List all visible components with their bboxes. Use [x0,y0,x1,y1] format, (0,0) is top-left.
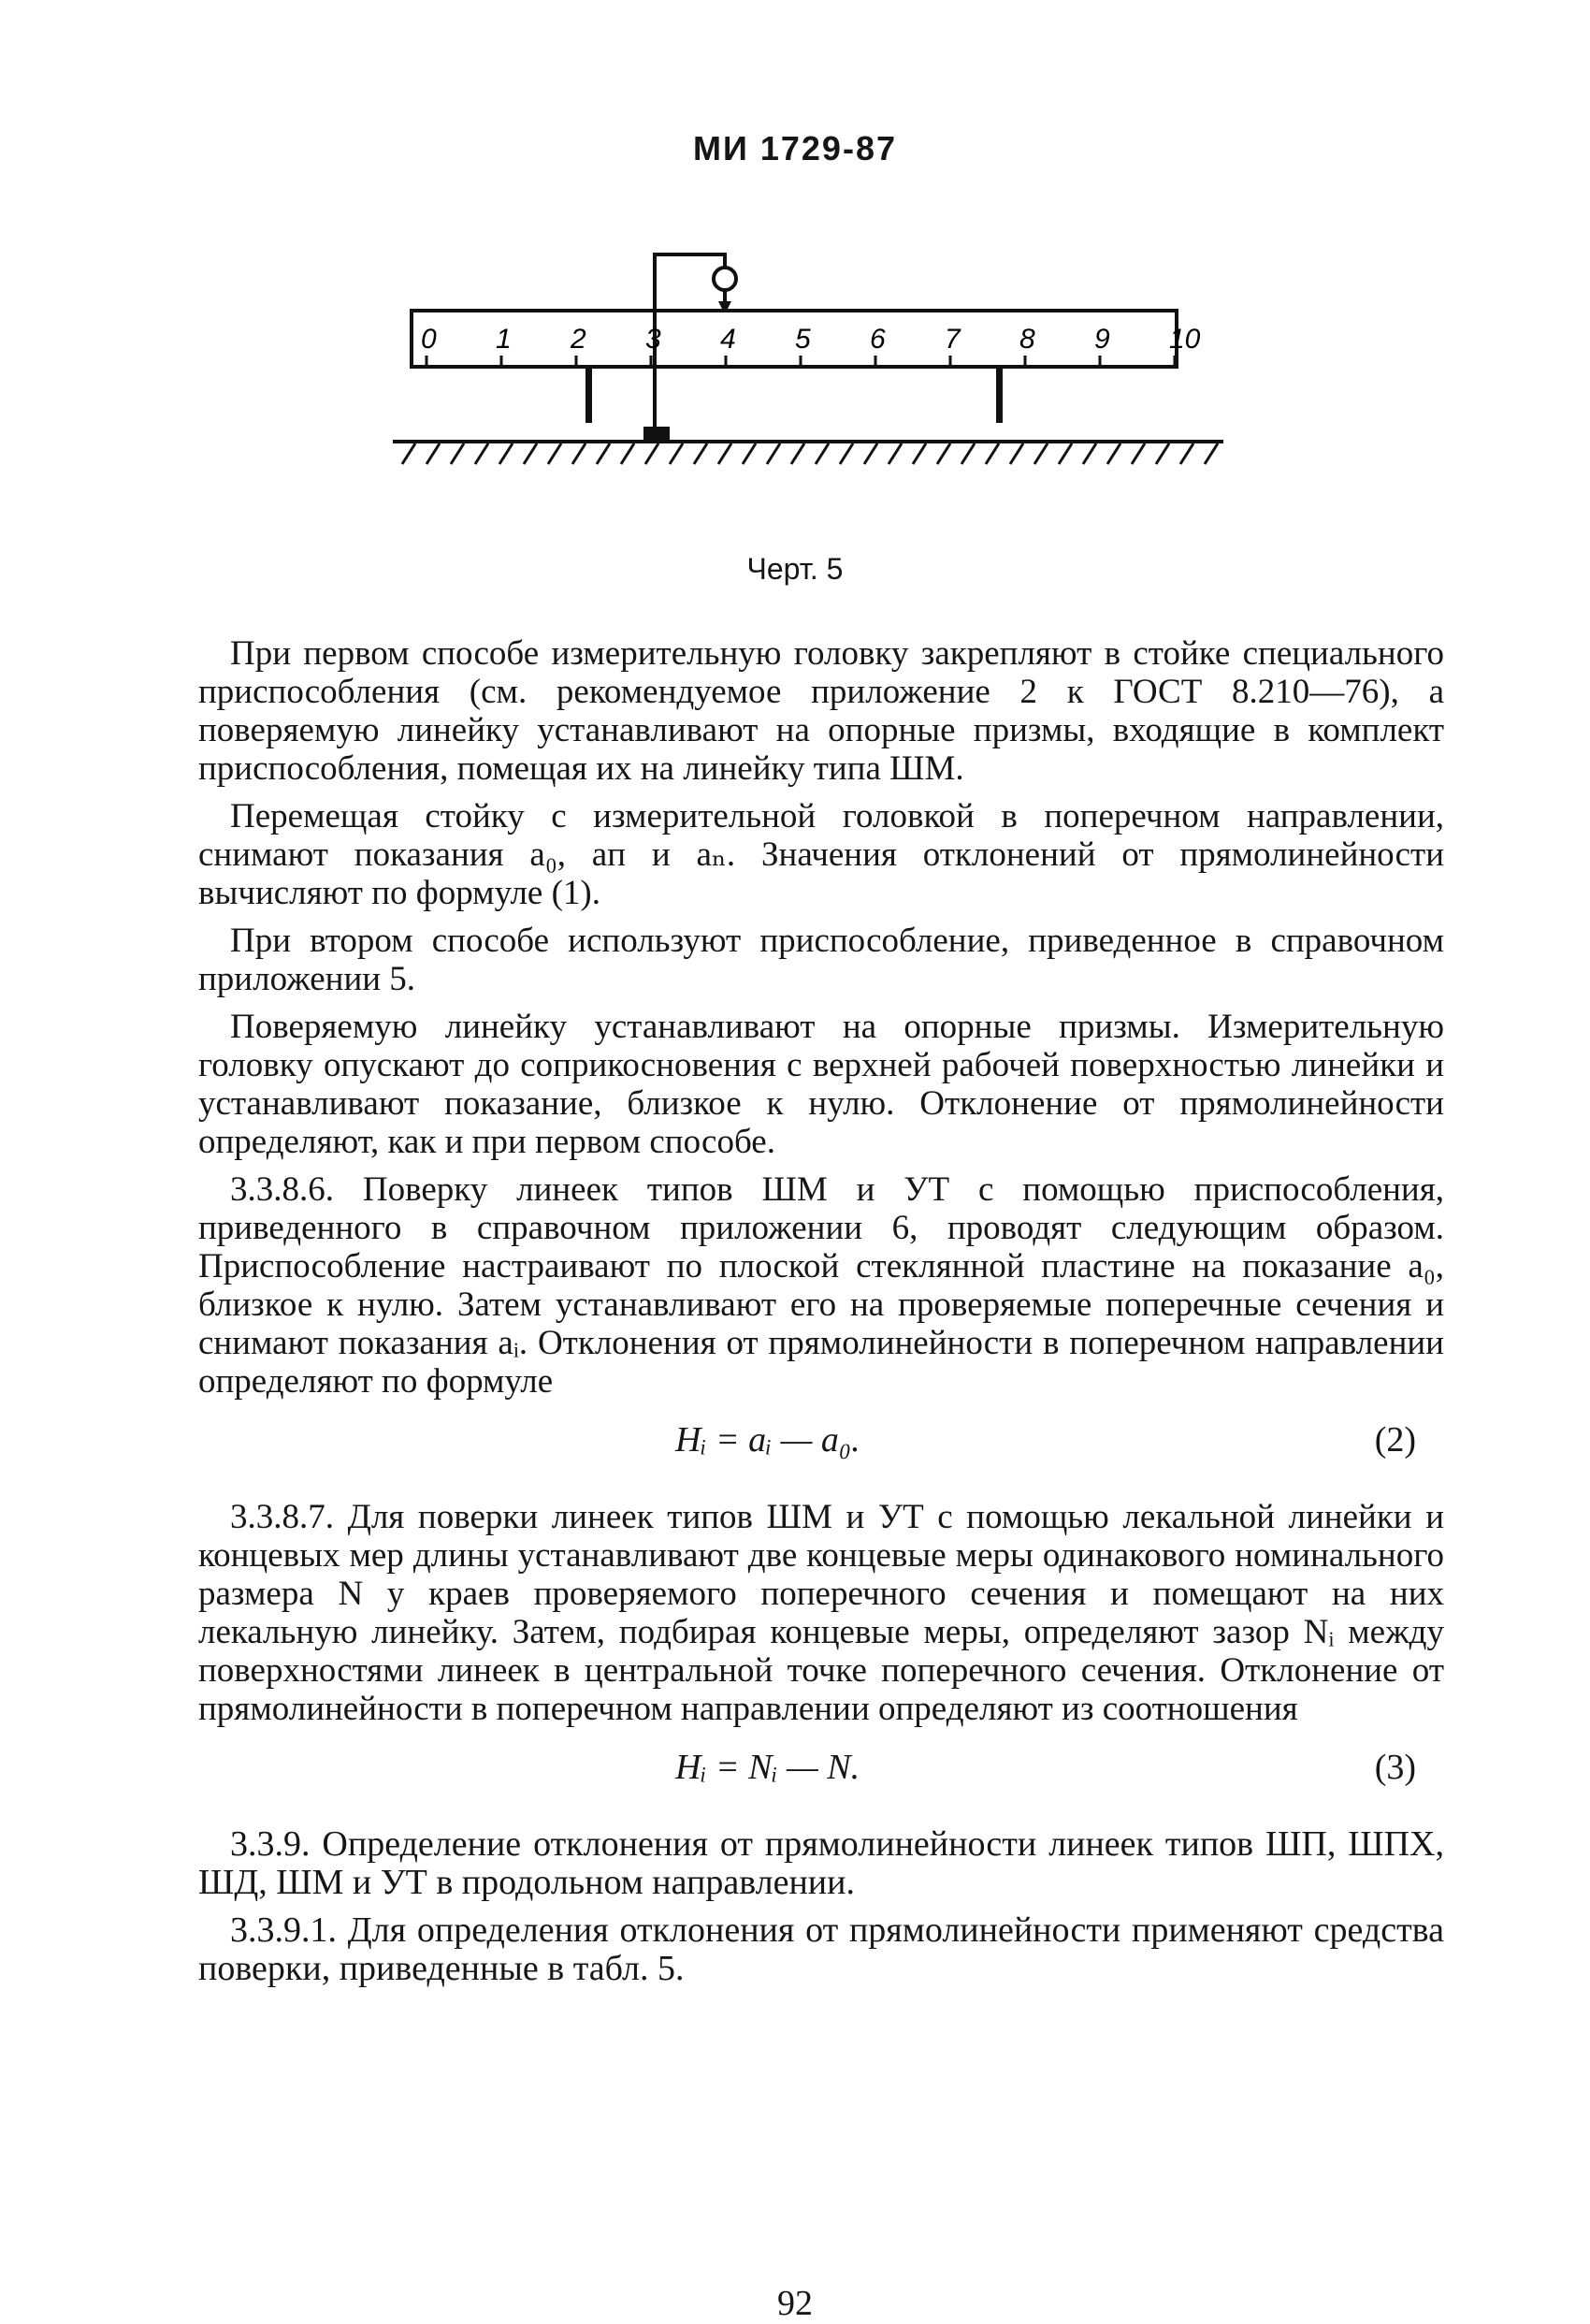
hatch-line [548,443,561,464]
hatch-line [1107,443,1120,464]
hatch-line [816,443,829,464]
base-block [643,427,670,440]
hatch-line [791,443,804,464]
hatch-line [645,443,658,464]
hatch-line [524,443,537,464]
hatch-line [1156,443,1169,464]
scale-label: 3 [645,324,661,355]
hatch-line [961,443,975,464]
formula-expression: Hᵢ = Nᵢ — N. [675,1748,860,1787]
hatch-line [597,443,610,464]
hatch-line [718,443,731,464]
formula-number: (2) [1374,1420,1416,1460]
paragraph: 3.3.8.6. Поверку линеек типов ШМ и УТ с помощью приспособления, приведенного в справочном приложении 6, проводят следующим образом. Приспособление настраивают по плоской стеклянной пластине на показание a₀, близкое к нулю. Затем устанавливают его на проверяемые поперечные сечения и снимают показания aᵢ. Отклонения от прямолинейности в поперечном направлении определяют по формуле [198,1170,1444,1401]
left-support [585,367,592,423]
paragraph: Перемещая стойку с измерительной головкой в поперечном направлении, снимают показания a₀, aп и aₙ. Значения отклонений от прямолинейности вычисляют по формуле (1). [198,797,1444,912]
hatch-line [670,443,683,464]
hatch-line [475,443,488,464]
hatch-line [1034,443,1048,464]
formula-2 [198,1414,1444,1479]
body-text [198,634,1444,1997]
hatch-line [499,443,513,464]
hatch-line [840,443,853,464]
scale-label: 2 [571,324,586,355]
hatch-line [1059,443,1072,464]
hatch-line [1180,443,1193,464]
scale-label: 9 [1094,324,1110,355]
hatch-line [767,443,780,464]
scale-label: 1 [496,324,512,355]
hatch-line [1083,443,1096,464]
scale-label: 5 [795,324,811,355]
formula-3 [198,1741,1444,1807]
hatch-line [694,443,707,464]
hatch-line [1205,443,1218,464]
paragraph: При втором способе используют приспособление, приведенное в справочном приложении 5. [198,922,1444,998]
hatch-line [426,443,440,464]
formula-expression: Hᵢ = aᵢ — a₀. [675,1420,860,1460]
hatch-line [451,443,464,464]
section-paragraph: 3.3.9.1. Для определения отклонения от прямолинейности применяют средства поверки, приведенные в табл. 5. [198,1910,1444,1988]
section-heading: 3.3.9. Определение отклонения от прямолинейности линеек типов ШП, ШПХ, ШД, ШМ и УТ в продольном направлении. [198,1824,1444,1902]
scale-label: 8 [1019,324,1035,355]
hatch-line [1132,443,1145,464]
hatch-line [986,443,999,464]
ruler-diagram [365,243,1244,487]
scale-label: 7 [945,324,961,355]
scale-label: 4 [720,324,736,355]
hatch-line [402,443,415,464]
paragraph: 3.3.8.7. Для поверки линеек типов ШМ и УТ с помощью лекальной линейки и концевых мер длины устанавливают две концевые меры одинакового номинального размера N у краев проверяемого поперечного сечения и помещают на них лекальную линейку. Затем, подбирая концевые меры, определяют зазор Nᵢ между поверхностями линеек в центральной точке поперечного сечения. Отклонение от прямолинейности в поперечном направлении определяют из соотношения [198,1498,1444,1728]
page-number: 92 [777,2284,813,2323]
figure-caption: Черт. 5 [746,552,844,586]
hatch-line [572,443,585,464]
hatch-line [743,443,756,464]
hatch-line [937,443,950,464]
hatch-line [889,443,902,464]
scale-label: 10 [1169,324,1201,355]
formula-number: (3) [1374,1748,1416,1787]
scale-label: 6 [870,324,886,355]
right-support [996,367,1003,423]
document-header: МИ 1729-87 [693,129,897,167]
indicator-head [714,268,736,290]
ruler-body [412,311,1177,367]
hatch-line [864,443,877,464]
scale-label: 0 [421,324,437,355]
paragraph: При первом способе измерительную головку закрепляют в стойке специального приспособления (см. рекомендуемое приложение 2 к ГОСТ 8.210—76), а поверяемую линейку устанавливают на опорные призмы, входящие в комплект приспособления, помещая их на линейку типа ШМ. [198,634,1444,788]
hatch-line [621,443,634,464]
paragraph: Поверяемую линейку устанавливают на опорные призмы. Измерительную головку опускают до соприкосновения с верхней рабочей поверхностью линейки и устанавливают показание, близкое к нулю. Отклонение от прямолинейности определяют, как и при первом способе. [198,1008,1444,1161]
hatch-line [913,443,926,464]
hatch-line [1010,443,1023,464]
base-hatching [402,443,1218,464]
